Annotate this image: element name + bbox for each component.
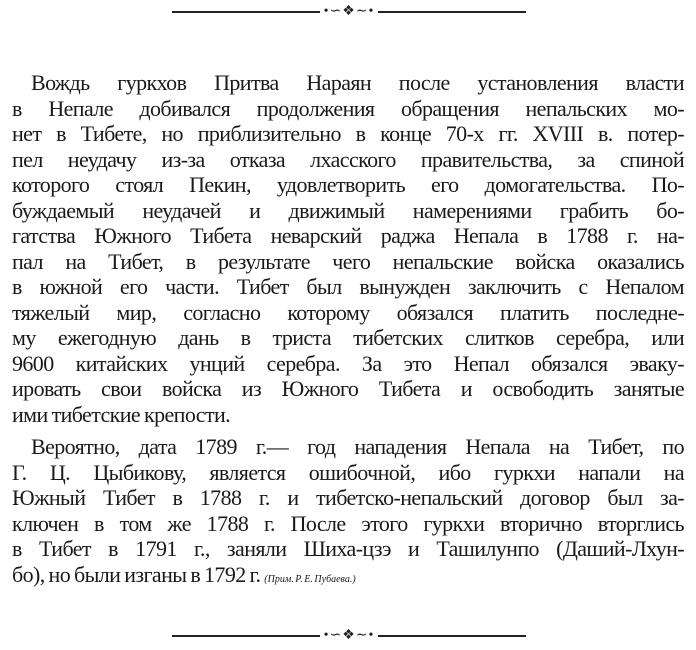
- line-text: ировать свои войска из Южного Тибета и освободить занятые: [12, 376, 684, 401]
- text-line: [12, 300, 684, 326]
- text-line: [12, 536, 684, 562]
- line-text: ими тибетские крепости.: [12, 401, 231, 427]
- line-text: нет в Тибете, но приблизительно в конце 70-х гг. XVIII в. потер-: [12, 121, 684, 146]
- text-line: [12, 325, 684, 351]
- text-line: [12, 198, 684, 224]
- text-line: [12, 96, 684, 122]
- text-line: [12, 147, 684, 173]
- line-text: Вождь гуркхов Притва Нараян после установления власти: [31, 70, 684, 95]
- line-text: Г. Ц. Цыбикову, является ошибочной, ибо гуркхи напали на: [12, 459, 684, 485]
- text-line: [12, 223, 684, 249]
- line-text: буждаемый неудачей и движимый намерениями грабить бо-: [12, 197, 684, 223]
- line-text: гатства Южного Тибета неварский раджа Непала в 1788 г. на-: [12, 223, 684, 248]
- line-text: ключен в том же 1788 г. После этого гуркхи вторично вторглись: [12, 510, 684, 536]
- line-text: бо), но были изганы в 1792 г.: [12, 561, 261, 587]
- bottom-ornament-divider: [172, 628, 526, 644]
- text-line: [12, 121, 684, 147]
- text-line: [12, 562, 684, 588]
- flourish-icon: •∽❖∼•: [323, 628, 375, 643]
- text-line: [12, 70, 684, 96]
- line-text: пел неудачу из-за отказа лхасского правительства, за спиной: [12, 146, 684, 172]
- line-text: в южной его части. Тибет был вынужден заключить с Непалом: [12, 274, 684, 299]
- line-text: Вероятно, дата 1789 г.— год нападения Непала на Тибет, по: [31, 434, 684, 459]
- top-ornament-divider: [172, 4, 526, 20]
- text-line: [12, 511, 684, 537]
- text-line: [12, 172, 684, 198]
- text-line: [12, 351, 684, 377]
- text-line: [12, 460, 684, 486]
- line-text: которого стоял Пекин, удовлетворить его домогательства. По-: [12, 172, 684, 197]
- text-line: [12, 485, 684, 511]
- text-line: [12, 274, 684, 300]
- line-text: тяжелый мир, согласно которому обязался платить последне-: [12, 299, 684, 325]
- body-text: [12, 70, 684, 587]
- line-text: пал на Тибет, в результате чего непальские войска оказались: [12, 248, 684, 274]
- line-text: в Непале добивался продолжения обращения непальских мо-: [12, 95, 684, 121]
- flourish-icon: •∽❖∼•: [323, 4, 375, 19]
- text-line: [12, 376, 684, 402]
- line-text: Южный Тибет в 1788 г. и тибетско-непальский договор был за-: [12, 485, 684, 510]
- paragraph-2: [12, 434, 684, 587]
- line-text: 9600 китайских унций серебра. За это Непал обязался эваку-: [12, 350, 684, 376]
- text-line: [12, 249, 684, 275]
- text-line: [12, 402, 684, 428]
- editor-note: (Прим. Р. Е. Пубаева.): [264, 573, 356, 585]
- paragraph-1: [12, 70, 684, 427]
- text-line: [12, 434, 684, 460]
- line-text: в Тибет в 1791 г., заняли Шиха-цзэ и Ташилунпо (Даший-Лхун-: [12, 536, 684, 561]
- line-text: му ежегодную дань в триста тибетских слитков серебра, или: [12, 325, 684, 350]
